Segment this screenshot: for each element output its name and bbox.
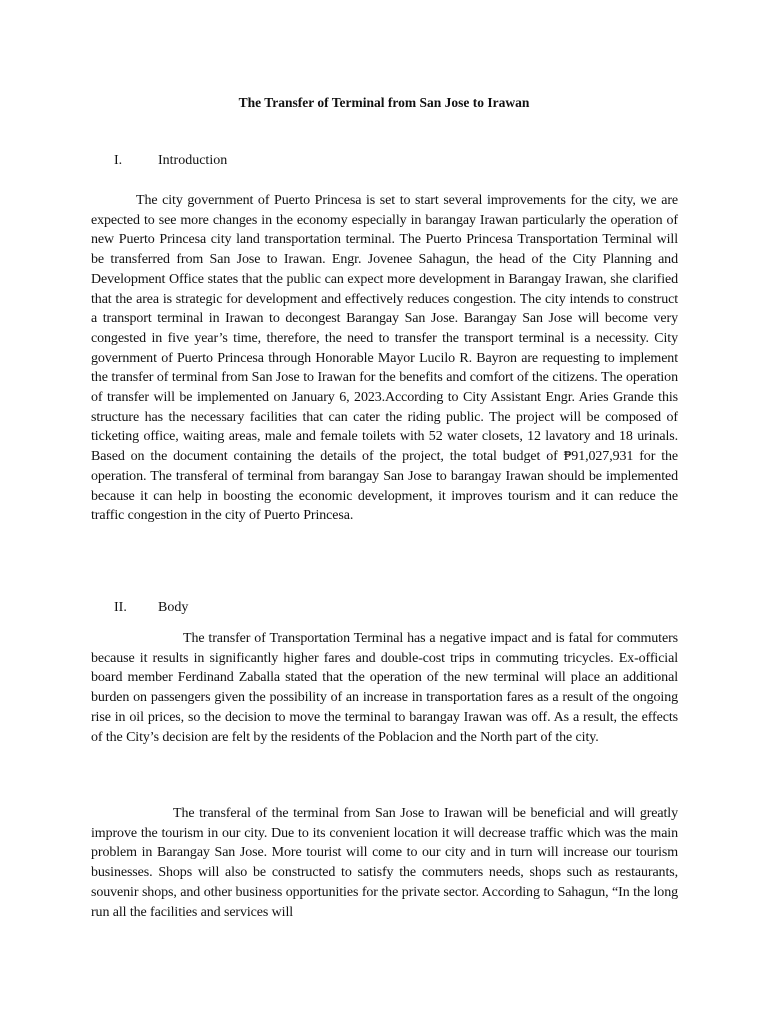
introduction-paragraph: The city government of Puerto Princesa is set to start several improvements for the city, we are expected to see more changes in the economy especially in barangay Irawan particularly the operation of new Puerto Princesa city land transportation terminal. The Puerto Princesa Transportation Terminal will be transferred from San Jose to Irawan. Engr. Jovenee Sahagun, the head of the City Planning and Development Office states that the public can expect more development in Barangay Irawan, she clarified that the area is strategic for development and effectively reduces congestion. The city intends to construct a transport terminal in Irawan to decongest Barangay San Jose. Barangay San Jose will become very congested in five year’s time, therefore, the need to transfer the transport terminal is a necessity. City government of Puerto Princesa through Honorable Mayor Lucilo R. Bayron are requesting to implement the transfer of terminal from San Jose to Irawan for the benefits and comfort of the citizens. The operation of transfer will be implemented on January 6, 2023.According to City Assistant Engr. Aries Grande this structure has the necessary facilities that can cater the riding public. The project will be composed of ticketing office, waiting areas, male and female toilets with 52 water closets, 12 lavatory and 18 urinals. Based on the document containing the details of the project, the total budget of ₱91,027,931 for the operation. The transferal of terminal from barangay San Jose to barangay Irawan should be implemented because it can help in boosting the economic development, it improves tourism and it can reduce the traffic congestion in the city of Puerto Princesa.	[91, 193, 678, 524]
section-number: II.	[114, 600, 127, 615]
body-paragraph-2: The transferal of the terminal from San Jose to Irawan will be beneficial and will greatly improve the tourism in our city. Due to its convenient location it will decrease traffic which was the main problem in Barangay San Jose. More tourist will come to our city and in turn will increase our tourism businesses. Shops will also be constructed to satisfy the commuters needs, shops such as restaurants, souvenir shops, and other business opportunities for the private sector. According to Sahagun, “In the long run all the facilities and services will	[91, 806, 678, 920]
section-number: I.	[114, 153, 123, 168]
document-title: The Transfer of Terminal from San Jose to Irawan	[238, 95, 530, 110]
section-heading-body	[114, 598, 188, 618]
section-title: Body	[158, 600, 189, 615]
section-title: Introduction	[158, 153, 228, 168]
body-paragraph-1: The transfer of Transportation Terminal has a negative impact and is fatal for commuters because it results in significantly higher fares and double-cost trips in commuting tricycles. Ex-official board member Ferdinand Zaballa stated that the operation of the new terminal will place an additional burden on passengers given the possibility of an increase in transportation fares as a result of the ongoing rise in oil prices, so the decision to move the terminal to barangay Irawan was off. As a result, the effects of the City’s decision are felt by the residents of the Poblacion and the North part of the city.	[91, 631, 678, 745]
section-heading-introduction	[114, 151, 227, 171]
